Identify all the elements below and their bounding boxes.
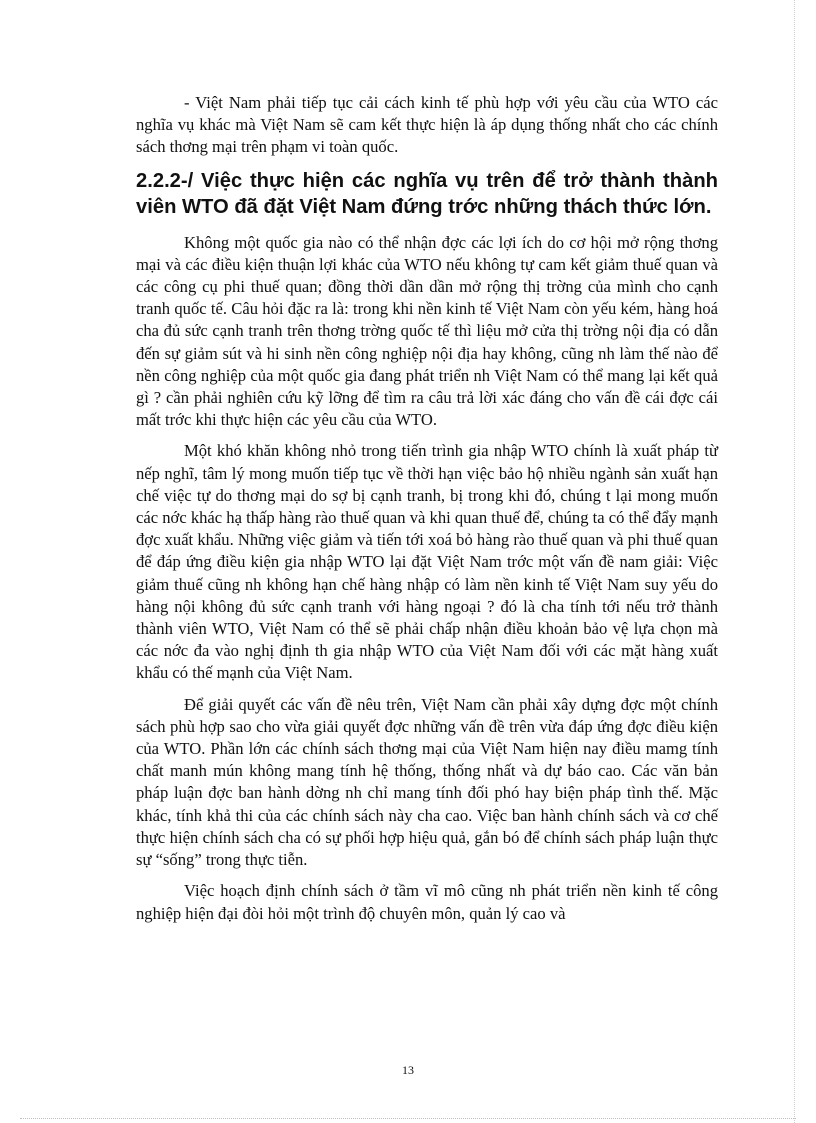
paragraph-3: Một khó khăn không nhỏ trong tiến trình gia nhập WTO chính là xuất pháp từ nếp nghĩ, tâm lý mong muốn tiếp tục về thời hạn việc bảo hộ nhiều ngành sản xuất hạn chế việc tự do thơng mại do sợ bị cạnh tranh, bị trong khi đó, chúng t lại mong muốn các nớc khác hạ thấp hàng rào thuế quan và khi quan thuế để, chúng ta có thể đẩy mạnh đợc xuất khẩu. Những việc giảm và tiến tới xoá bỏ hàng rào thuế quan và phi thuế quan để đáp ứng điều kiện gia nhập WTO lại đặt Việt Nam trớc một vấn đề nam giải: Việc giảm thuế cũng nh không hạn chế hàng nhập có làm nền kinh tế Việt Nam suy yếu do hàng nội không đủ sức cạnh tranh với hàng ngoại ? đó là cha tính tới nếu trở thành thành viên WTO, Việt Nam có thể sẽ phải chấp nhận điều khoản bảo vệ lựa chọn mà các nớc đa vào nghị định th gia nhập WTO của Việt Nam đối với các mặt hàng xuất khẩu có thế mạnh của Việt Nam. [136, 441, 718, 683]
right-dotted-rule [794, 0, 795, 1123]
bottom-dotted-rule [20, 1118, 796, 1119]
section-heading: 2.2.2-/ Việc thực hiện các nghĩa vụ trên để trở thành thành viên WTO đã đặt Việt Nam đứng trớc những thách thức lớn. [136, 169, 718, 218]
paragraph-2: Không một quốc gia nào có thể nhận đợc các lợi ích do cơ hội mở rộng thơng mại và các điều kiện thuận lợi khác của WTO nếu không tự cam kết giảm thuế quan và các công cụ phi thuế quan; đồng thời dần dần mở rộng thị trờng của mình cho cạnh tranh quốc tế. Câu hỏi đặc ra là: trong khi nền kinh tế Việt Nam còn yếu kém, hàng hoá cha đủ sức cạnh tranh trên thơng trờng quốc tế thì liệu mở cửa thị trờng nội địa có dẫn đến sự giảm sút và hi sinh nền công nghiệp nội địa hay không, cũng nh làm thế nào để nền công nghiệp của một quốc gia đang phát triển nh Việt Nam có thể mang lại kết quả gì ? cần phải nghiên cứu kỹ lỡng để tìm ra câu trả lời xác đáng cho vấn đề cái đợc cái mất trớc khi thực hiện các yêu cầu của WTO. [136, 232, 718, 430]
page-number: 13 [402, 1063, 414, 1077]
page-content [136, 92, 718, 934]
paragraph-5: Việc hoạch định chính sách ở tầm vĩ mô cũng nh phát triển nền kinh tế công nghiệp hiện đại đòi hỏi một trình độ chuyên môn, quản lý cao và [136, 881, 718, 923]
paragraph-4: Để giải quyết các vấn đề nêu trên, Việt Nam cần phải xây dựng đợc một chính sách phù hợp sao cho vừa giải quyết đợc những vấn đề trên vừa đáp ứng đợc điều kiện của WTO. Phần lớn các chính sách thơng mại của Việt Nam hiện nay điều mamg tính chất manh mún không mang tính hệ thống, thống nhất và dự báo cao. Các văn bản pháp luận đợc ban hành dờng nh chỉ mang tính đối phó hay biện pháp tình thế. Mặc khác, tính khả thi của các chính sách này cha cao. Việc ban hành chính sách và cơ chế thực hiện chính sách cha có sự phối hợp hiệu quả, gắn bó để chính sách pháp luận thực sự “sống” trong thực tiễn. [136, 694, 718, 870]
paragraph-1: - Việt Nam phải tiếp tục cải cách kinh tế phù hợp với yêu cầu của WTO các nghĩa vụ khác mà Việt Nam sẽ cam kết thực hiện là áp dụng thống nhất cho các chính sách thơng mại trên phạm vi toàn quốc. [136, 93, 718, 157]
